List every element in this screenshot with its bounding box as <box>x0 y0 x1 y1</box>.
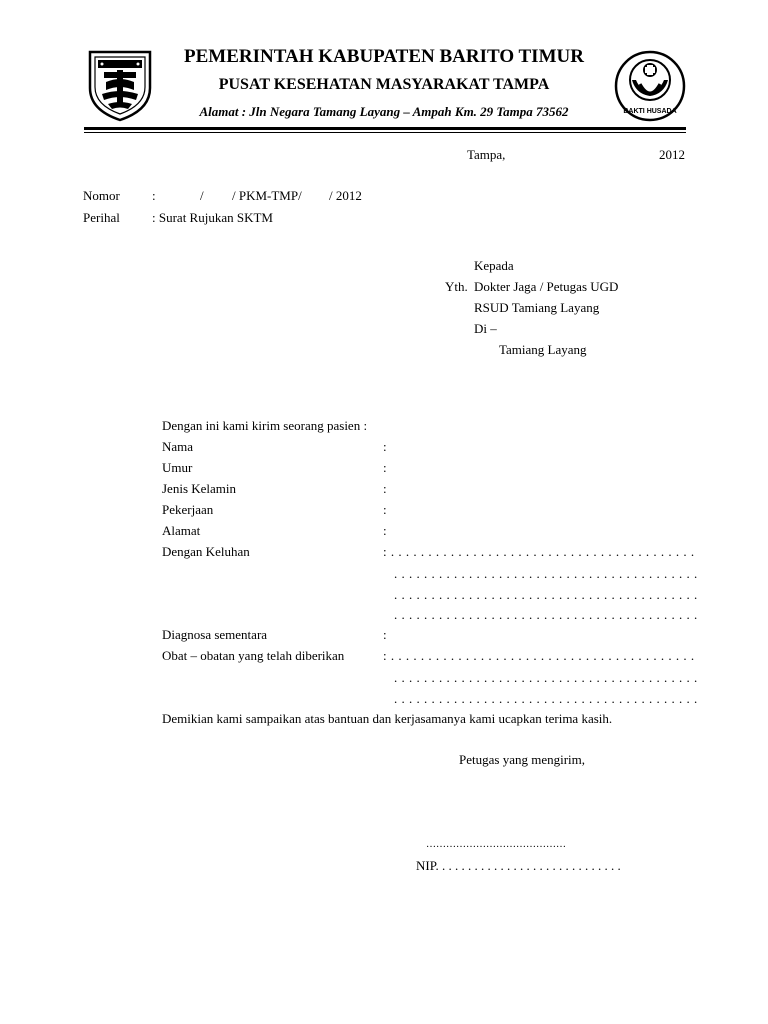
field-label-diagnosa: Diagnosa sementara <box>162 627 268 642</box>
field-obat-dots-3: . . . . . . . . . . . . . . . . . . . . . . . . . . . . . . . . . . . . . . . . . <box>394 691 698 706</box>
perihal-value: : Surat Rujukan SKTM <box>152 210 273 225</box>
address-kepada: Kepada <box>474 258 514 273</box>
field-colon: : <box>383 460 387 475</box>
field-label-keluhan: Dengan Keluhan <box>162 544 250 559</box>
perihal-label: Perihal <box>83 210 120 225</box>
field-label-nama: Nama <box>162 439 194 454</box>
date-year: 2012 <box>659 147 685 162</box>
header-rule-thick <box>84 127 686 130</box>
header-puskesmas-title: PUSAT KESEHATAN MASYARAKAT TAMPA <box>218 76 550 93</box>
nomor-label: Nomor <box>83 188 120 203</box>
address-city: Tamiang Layang <box>499 342 587 357</box>
field-label-pekerjaan: Pekerjaan <box>162 502 214 517</box>
field-label-umur: Umur <box>162 460 193 475</box>
signature-name-line: …………………………………… <box>426 839 566 850</box>
nomor-slash: / <box>200 188 204 203</box>
field-obat-dots-2: . . . . . . . . . . . . . . . . . . . . . . . . . . . . . . . . . . . . . . . . . <box>394 670 698 685</box>
address-hospital: RSUD Tamiang Layang <box>474 300 600 315</box>
field-colon: : <box>383 439 387 454</box>
field-keluhan-dots-4: . . . . . . . . . . . . . . . . . . . . . . . . . . . . . . . . . . . . . . . . . <box>394 607 698 622</box>
nomor-code: / PKM-TMP/ <box>232 188 302 203</box>
bakti-husada-logo-text: BAKTI HUSADA <box>623 108 677 115</box>
signature-label: Petugas yang mengirim, <box>459 752 586 767</box>
address-di: Di – <box>474 321 497 336</box>
field-colon: : <box>383 502 387 517</box>
field-colon: : <box>383 481 387 496</box>
header-rule-thin <box>84 132 686 133</box>
field-obat-dots-1: : . . . . . . . . . . . . . . . . . . . . . . . . . . . . . . . . . . . . . . . . . <box>383 648 695 663</box>
signature-nip: NIP. . . . . . . . . . . . . . . . . . . . . . . . . . . . . <box>416 858 621 873</box>
field-label-obat: Obat – obatan yang telah diberikan <box>162 648 345 663</box>
date-place: Tampa, <box>467 147 506 162</box>
address-recipient: Dokter Jaga / Petugas UGD <box>474 279 619 294</box>
header-government-title: PEMERINTAH KABUPATEN BARITO TIMUR <box>184 46 584 67</box>
body-closing: Demikian kami sampaikan atas bantuan dan kerjasamanya kami ucapkan terima kasih. <box>162 711 613 726</box>
body-intro: Dengan ini kami kirim seorang pasien : <box>162 418 368 433</box>
field-keluhan-dots-3: . . . . . . . . . . . . . . . . . . . . . . . . . . . . . . . . . . . . . . . . . <box>394 587 698 602</box>
nomor-colon: : <box>152 188 156 203</box>
address-yth: Yth. <box>445 279 468 294</box>
field-label-jenis-kelamin: Jenis Kelamin <box>162 481 237 496</box>
field-colon: : <box>383 523 387 538</box>
field-keluhan-dots-2: . . . . . . . . . . . . . . . . . . . . . . . . . . . . . . . . . . . . . . . . . <box>394 566 698 581</box>
bakti-husada-logo <box>614 50 686 122</box>
field-label-alamat: Alamat <box>162 523 201 538</box>
nomor-year: / 2012 <box>329 188 362 203</box>
field-colon: : <box>383 627 387 642</box>
header-address: Alamat : Jln Negara Tamang Layang – Ampah Km. 29 Tampa 73562 <box>199 104 569 119</box>
field-keluhan-dots-1: : . . . . . . . . . . . . . . . . . . . . . . . . . . . . . . . . . . . . . . . . . <box>383 544 695 559</box>
